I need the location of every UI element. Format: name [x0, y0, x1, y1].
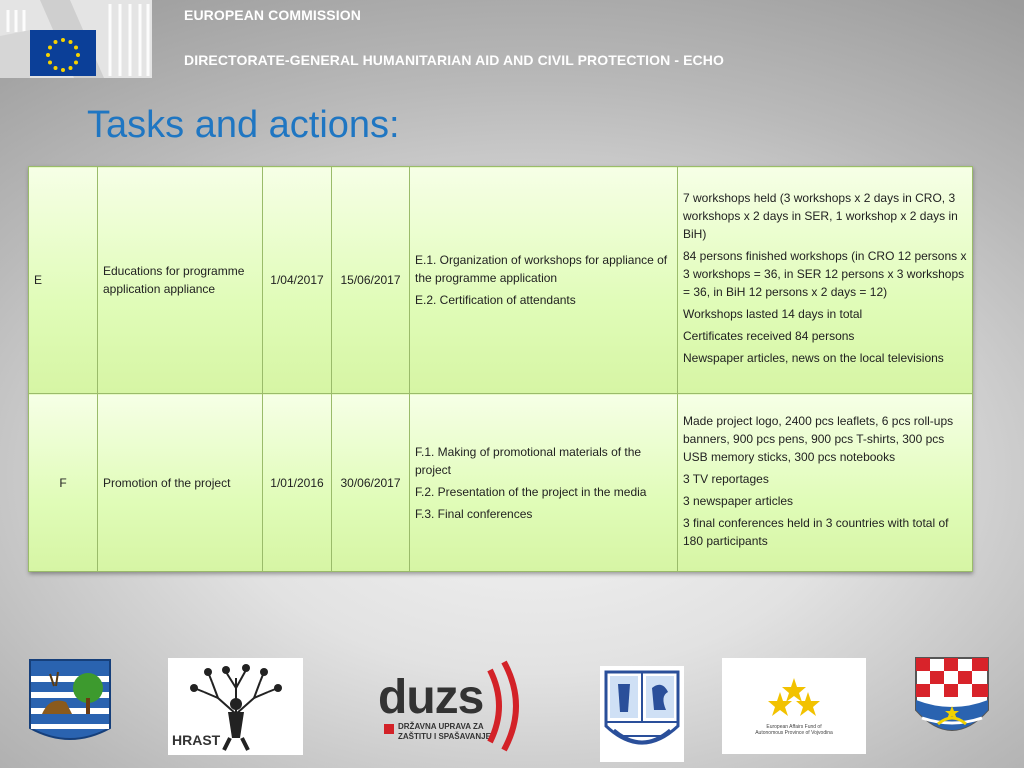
header-organization: EUROPEAN COMMISSION: [184, 7, 361, 23]
row-id: F: [29, 394, 98, 572]
result-item: 3 newspaper articles: [683, 493, 794, 508]
hrast-logo-text: HRAST: [172, 732, 221, 748]
tasks-table: [28, 166, 972, 572]
task-item: F.2. Presentation of the project in the media: [415, 484, 647, 499]
tasks-cell: [410, 394, 678, 572]
activity-cell: Educations for programme application appliance: [98, 167, 263, 394]
eu-logo: [0, 0, 152, 78]
checkerboard-coat-of-arms-logo: [912, 654, 992, 748]
table-row-f: [29, 394, 973, 572]
header-directorate: DIRECTORATE-GENERAL HUMANITARIAN AID AND CIVIL PROTECTION - ECHO: [184, 52, 724, 68]
result-item: 3 final conferences held in 3 countries with total of 180 participants: [683, 515, 949, 548]
result-item: 3 TV reportages: [683, 471, 769, 486]
partner-logos: [0, 650, 1024, 760]
start-date: 1/01/2016: [263, 394, 332, 572]
duzs-subtitle-line1: DRŽAVNA UPRAVA ZA: [398, 722, 484, 731]
task-item: F.3. Final conferences: [415, 506, 533, 521]
activity-cell: Promotion of the project: [98, 394, 263, 572]
duzs-square-icon: [384, 724, 394, 734]
european-affairs-fund-logo: [722, 658, 866, 754]
results-cell: [678, 167, 973, 394]
duzs-logo: [378, 660, 538, 752]
result-item: Workshops lasted 14 days in total: [683, 307, 863, 321]
result-item: Newspaper articles, news on the local televisions: [683, 351, 944, 365]
task-item: F.1. Making of promotional materials of the project: [415, 444, 642, 477]
result-item: Made project logo, 2400 pcs leaflets, 6 pcs roll-ups banners, 900 pcs pens, 900 pcs T-shirts, 300 pcs USB memory sticks, 300 pcs notebooks: [683, 413, 954, 464]
fund-logo-line1: European Affairs Fund of: [766, 724, 822, 730]
task-item: E.1. Organization of workshops for appliance of the programme application: [415, 253, 668, 285]
tasks-cell: [410, 167, 678, 394]
slide-title: Tasks and actions:: [87, 104, 400, 146]
end-date: 30/06/2017: [332, 394, 410, 572]
task-item: E.2. Certification of attendants: [415, 293, 576, 307]
municipality-coat-of-arms-logo: [600, 666, 684, 762]
result-item: 84 persons finished workshops (in CRO 12 persons x 3 workshops = 36, in SER 12 persons x 3 workshops = 36, in BiH 12 persons x 2 days = 12): [683, 249, 967, 299]
result-item: Certificates received 84 persons: [683, 329, 855, 343]
end-date: 15/06/2017: [332, 167, 410, 394]
row-id: E: [29, 167, 98, 394]
fund-logo-line2: Autonomous Province of Vojvodina: [755, 730, 833, 736]
duzs-subtitle-line2: ZAŠTITU I SPAŠAVANJE: [398, 732, 491, 741]
start-date: 1/04/2017: [263, 167, 332, 394]
results-cell: [678, 394, 973, 572]
duzs-logo-text: duzs: [378, 671, 484, 724]
hrast-logo: [168, 658, 303, 755]
result-item: 7 workshops held (3 workshops x 2 days in CRO, 3 workshops x 2 days in SER, 1 workshop x 2 days in BiH): [683, 191, 958, 241]
header-bar: [0, 0, 1024, 78]
county-coat-of-arms-logo: [28, 658, 112, 750]
fund-logo-text: [722, 724, 866, 736]
table-row-e: [29, 167, 973, 394]
